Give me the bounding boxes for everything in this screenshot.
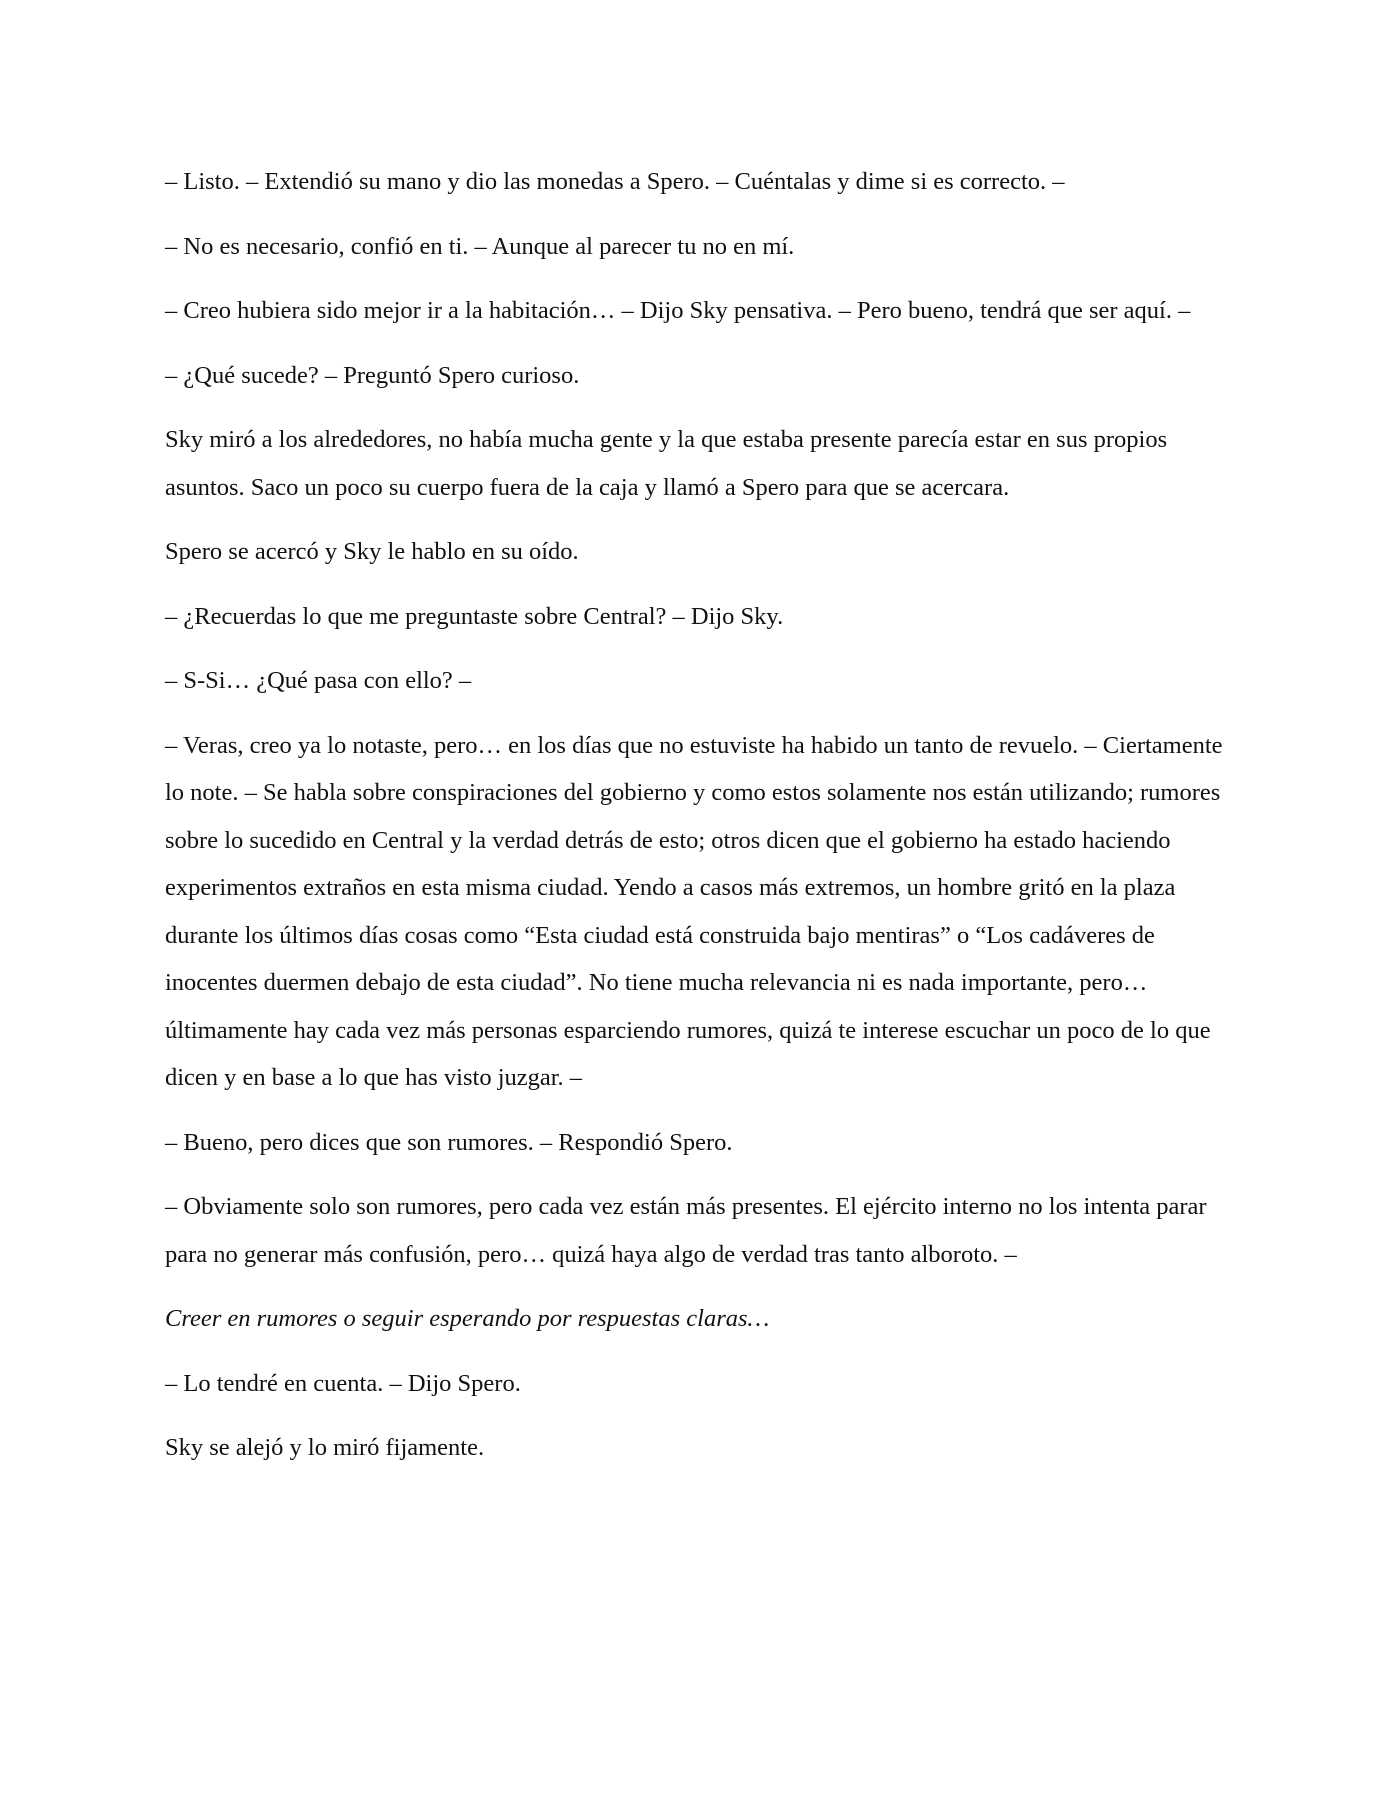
paragraph: Spero se acercó y Sky le hablo en su oído. — [165, 538, 579, 565]
paragraph: – S-Si… ¿Qué pasa con ello? – — [165, 667, 472, 694]
paragraph: – Bueno, pero dices que son rumores. – Respondió Spero. — [165, 1128, 733, 1156]
paragraph: – Lo tendré en cuenta. – Dijo Spero. — [165, 1369, 521, 1397]
paragraph: – ¿Recuerdas lo que me preguntaste sobre Central? – Dijo Sky. — [165, 602, 784, 630]
paragraph: Sky miró a los alrededores, no había mucha gente y la que estaba presente parecía estar en sus propios asuntos. Saco un poco su cuerpo fuera de la caja y llamó a Spero para que se acercara. — [165, 426, 1168, 501]
paragraph: – No es necesario, confió en ti. – Aunque al parecer tu no en mí. — [165, 232, 795, 260]
paragraph: – Listo. – Extendió su mano y dio las monedas a Spero. – Cuéntalas y dime si es correcto. – — [165, 168, 1065, 195]
paragraph: – Obviamente solo son rumores, pero cada vez están más presentes. El ejército interno no los intenta parar para no generar más confusión, pero… quizá haya algo de verdad tras tanto alboroto. – — [165, 1193, 1207, 1268]
paragraph: Sky se alejó y lo miró fijamente. — [165, 1434, 485, 1461]
paragraph: – ¿Qué sucede? – Preguntó Spero curioso. — [165, 361, 580, 389]
paragraph: – Veras, creo ya lo notaste, pero… en los días que no estuviste ha habido un tanto de revuelo. – Ciertamente lo note. – Se habla sobre conspiraciones del gobierno y como estos solamente nos están utilizando; rumores sobre lo sucedido en Central y la verdad detrás de esto; otros dicen que el gobierno ha estado haciendo experimentos extraños en esta misma ciudad. Yendo a casos más extremos, un hombre gritó en la plaza durante los últimos días cosas como “Esta ciudad está construida bajo mentiras” o “Los cadáveres de inocentes duermen debajo de esta ciudad”. No tiene mucha relevancia ni es nada importante, pero… últimamente hay cada vez más personas esparciendo rumores, quizá te interese escuchar un poco de lo que dicen y en base a lo que has visto juzgar. – — [165, 731, 1223, 1091]
document-body — [165, 158, 1245, 1489]
paragraph: – Creo hubiera sido mejor ir a la habitación… – Dijo Sky pensativa. – Pero bueno, tendrá que ser aquí. – — [165, 297, 1191, 324]
italic-paragraph: Creer en rumores o seguir esperando por respuestas claras… — [165, 1305, 770, 1332]
